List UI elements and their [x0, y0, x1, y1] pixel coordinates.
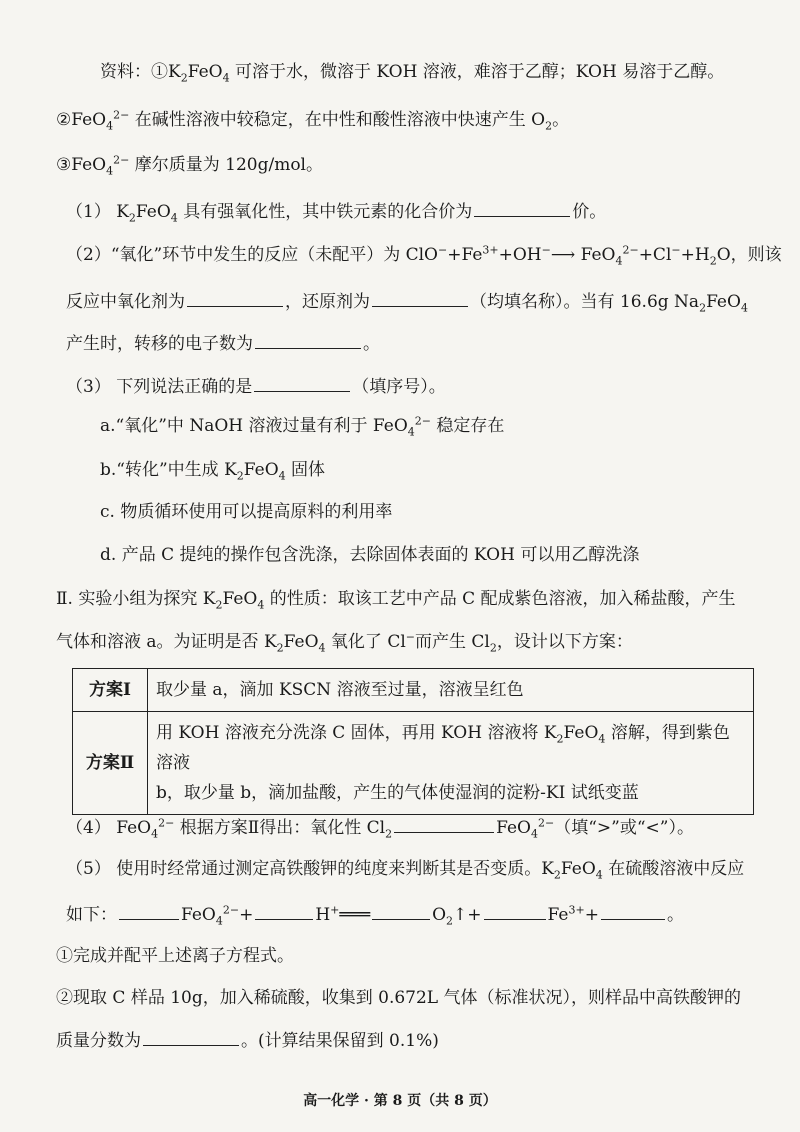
- plan-2-label: 方案Ⅱ: [73, 712, 148, 815]
- coef-fe3-blank[interactable]: [484, 901, 546, 920]
- plan-2-text: 用 KOH 溶液充分洗涤 C 固体，再用 KOH 溶液将 $K_2FeO_4$ 溶解，得到紫色溶液 b，取少量 b，滴加盐酸，产生的气体使湿润的淀粉-KI 试纸变蓝: [148, 712, 754, 815]
- electron-count-blank[interactable]: [255, 330, 361, 349]
- q3-option-b: b.“转化”中生成 $K_2FeO_4$ 固体: [100, 460, 326, 483]
- coef-feo4-blank[interactable]: [119, 901, 179, 920]
- part2-line-1: Ⅱ. 实验小组为探究 $K_2FeO_4$ 的性质：取该工艺中产品 C 配成紫色溶液，加入稀盐酸，产生: [56, 589, 736, 612]
- question-5-sub-1: ①完成并配平上述离子方程式。: [56, 946, 294, 966]
- question-3-stem: （3） 下列说法正确的是 （填序号）。: [66, 373, 760, 399]
- product-blank[interactable]: [601, 901, 665, 920]
- plan-row-2: [73, 712, 754, 815]
- question-5-equation: 如下： FeO$_4^{2-}$+ H+═══ $O_2↑+ Fe^{3+}+$ 。: [66, 901, 760, 927]
- question-2-line-2: 反应中氧化剂为 ，还原剂为 （均填名称）。当有 16.6g $Na_2FeO_4$: [66, 288, 760, 314]
- plan-row-1: [73, 669, 754, 712]
- q3-option-c: c. 物质循环使用可以提高原料的利用率: [100, 502, 393, 522]
- q1-answer-blank[interactable]: [474, 198, 570, 217]
- material-line-1: 资料：$①K_2FeO_4$ 可溶于水，微溶于 KOH 溶液，难溶于乙醇；KOH 易溶于乙醇。: [100, 62, 725, 85]
- plan-table: [72, 668, 754, 815]
- q3-option-d: d. 产品 C 提纯的操作包含洗涤，去除固体表面的 KOH 可以用乙醇洗涤: [100, 545, 640, 565]
- page-footer: 高一化学 · 第 8 页（共 8 页）: [303, 1093, 497, 1109]
- question-2-line-3: 产生时，转移的电子数为 。: [66, 330, 760, 356]
- coef-h-blank[interactable]: [255, 901, 313, 920]
- q3-answer-blank[interactable]: [254, 373, 350, 392]
- question-5-line-1: （5） 使用时经常通过测定高铁酸钾的纯度来判断其是否变质。$K_2FeO_4$ 在硫酸溶液中反应: [66, 859, 745, 882]
- q3-option-a: a.“氧化”中 NaOH 溶液过量有利于 FeO$_4^{2-}$ 稳定存在: [100, 414, 505, 439]
- reductant-blank[interactable]: [372, 288, 468, 307]
- part2-line-2: 气体和溶液 a。为证明是否 $K_2FeO_4$ 氧化了 Cl−而产生 $Cl_2$，设计以下方案：: [56, 630, 633, 655]
- question-5-sub-2: ②现取 C 样品 10g，加入稀硫酸，收集到 0.672L 气体（标准状况），则样品中高铁酸钾的: [56, 988, 741, 1008]
- mass-fraction-blank[interactable]: [143, 1027, 239, 1046]
- material-line-3: ③FeO$_4^{2-}$ 摩尔质量为 120g/mol。: [56, 153, 323, 178]
- question-4: （4） FeO$_4^{2-}$ 根据方案Ⅱ得出：氧化性 $Cl_2$ FeO$_4^{2-}$（填“>”或“<”）。: [66, 814, 760, 840]
- oxidant-blank[interactable]: [187, 288, 283, 307]
- q4-comparison-blank[interactable]: [394, 814, 494, 833]
- plan-1-label: 方案Ⅰ: [73, 669, 148, 712]
- coef-o2-blank[interactable]: [372, 901, 430, 920]
- plan-1-text: 取少量 a，滴加 KSCN 溶液至过量，溶液呈红色: [148, 669, 754, 712]
- question-2-line-1: （2）“氧化”环节中发生的反应（未配平）为 $ClO^-+Fe^{3+}+OH^-⟶$ $FeO_4^{2-}+Cl^-+H_2O$，则该: [66, 243, 782, 268]
- question-5-sub-3: 质量分数为 。(计算结果保留到 0.1%): [56, 1027, 760, 1053]
- question-1: （1） $K_2FeO_4$ 具有强氧化性，其中铁元素的化合价为 价。: [66, 198, 760, 224]
- material-line-2: ②FeO$_4^{2-}$ 在碱性溶液中较稳定，在中性和酸性溶液中快速产生 $O_2$。: [56, 108, 570, 133]
